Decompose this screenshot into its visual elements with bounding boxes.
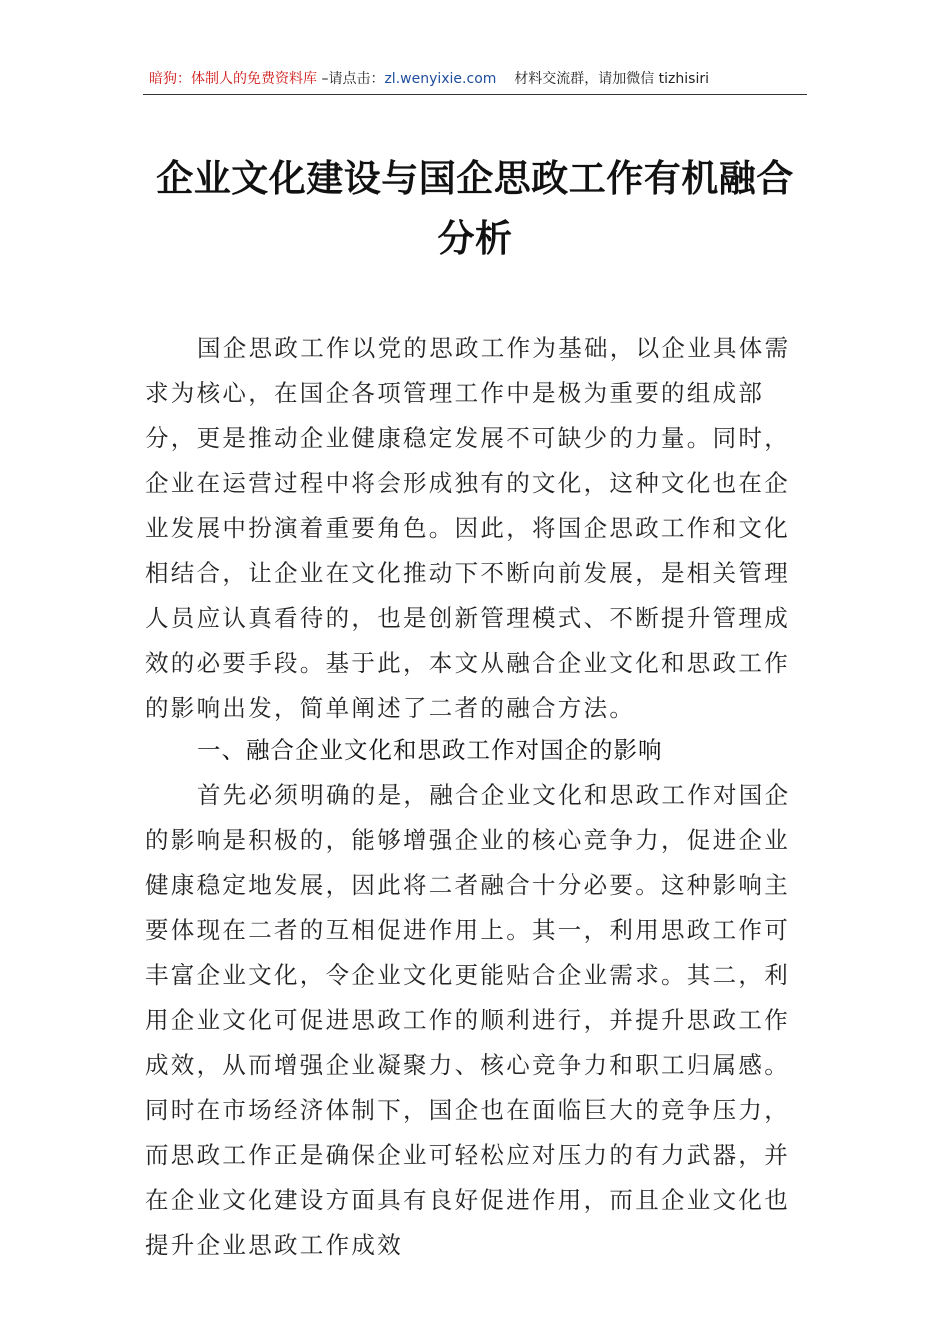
section-heading: 一、融合企业文化和思政工作对国企的影响 bbox=[197, 736, 663, 764]
document-title: 企业文化建设与国企思政工作有机融合分析 bbox=[156, 156, 794, 260]
contact-info: 材料交流群，请加微信 tizhisiri bbox=[514, 71, 709, 87]
click-prompt: –请点击： bbox=[317, 71, 385, 87]
site-name: 暗狗：体制人的免费资料库 bbox=[149, 71, 317, 87]
intro-paragraph: 国企思政工作以党的思政工作为基础，以企业具体需求为核心，在国企各项管理工作中是极为重要的组成部分，更是推动企业健康稳定发展不可缺少的力量。同时，企业在运营过程中将会形成独有的文化，这种文化也在企业发展中扮演着重要角色。因此，将国企思政工作和文化相结合，让企业在文化推动下不断向前发展，是相关管理人员应认真看待的，也是创新管理模式、不断提升管理成效的必要手段。基于此，本文从融合企业文化和思政工作的影响出发，简单阐述了二者的融合方法。 bbox=[145, 334, 791, 722]
site-url-link[interactable]: zl.wenyixie.com bbox=[384, 71, 497, 87]
header-gap bbox=[496, 71, 514, 87]
header-line bbox=[149, 68, 709, 90]
page-header bbox=[143, 68, 807, 95]
section-paragraph: 首先必须明确的是，融合企业文化和思政工作对国企的影响是积极的，能够增强企业的核心竞争力，促进企业健康稳定地发展，因此将二者融合十分必要。这种影响主要体现在二者的互相促进作用上。其一，利用思政工作可丰富企业文化，令企业文化更能贴合企业需求。其二，利用企业文化可促进思政工作的顺利进行，并提升思政工作成效，从而增强企业凝聚力、核心竞争力和职工归属感。同时在市场经济体制下，国企也在面临巨大的竞争压力，而思政工作正是确保企业可轻松应对压力的有力武器，并在企业文化建设方面具有良好促进作用，而且企业文化也提升企业思政工作成效 bbox=[145, 781, 791, 1259]
